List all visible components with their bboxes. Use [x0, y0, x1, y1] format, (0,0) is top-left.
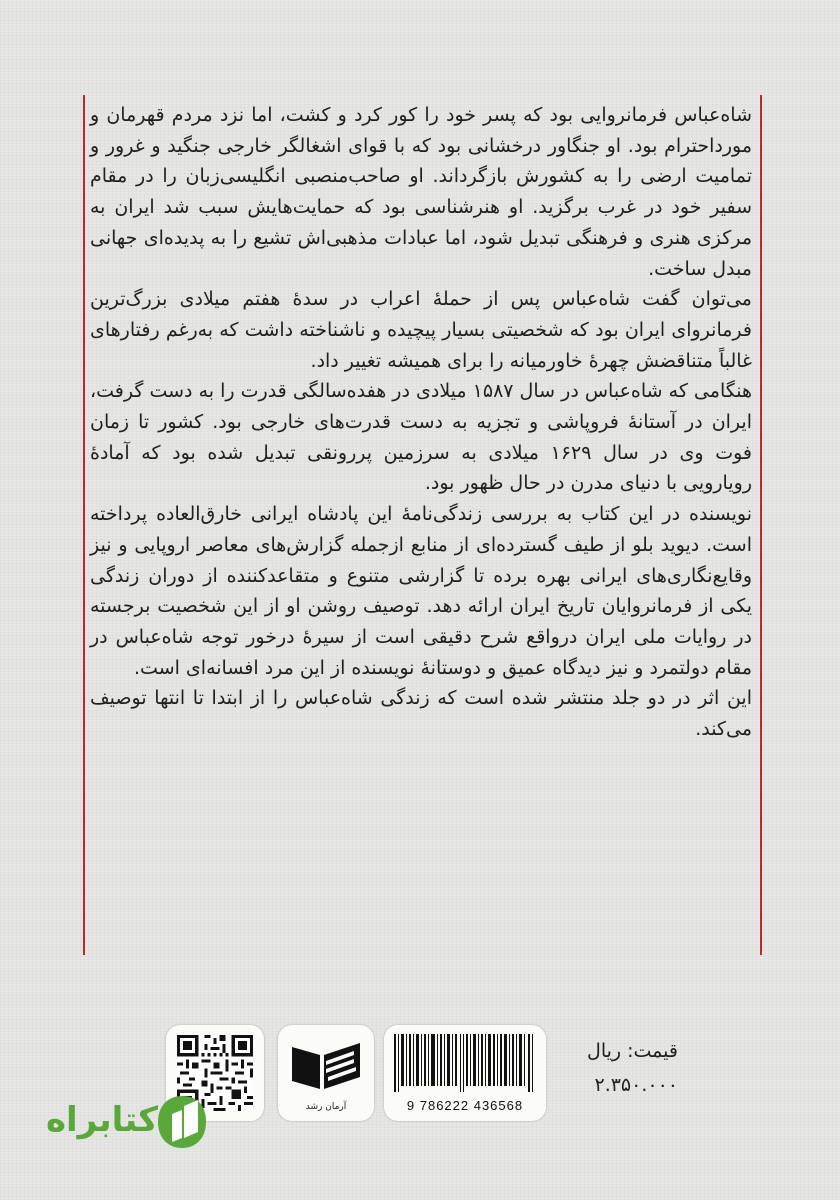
price-label: قیمت: ریال: [587, 1040, 678, 1062]
description-paragraph: شاه‌عباس فرمانروایی بود که پسر خود را کور کرد و کشت، اما نزد مردم قهرمان و مورداحترام بود. او جنگاور درخشانی بود که با قوای اشغالگر خارجی جنگید و غرور و تمامیت ارضی را به کشورش بازگرداند. او صاحب‌منصبی انگلیسی‌زبان را در مقام سفیر خود در غرب برگزید. او هنرشناسی بود که حمایت‌هایش سبب شد ایران به مرکزی هنری و فرهنگی تبدیل شود، اما عبادات مذهبی‌اش تشیع را به پدیده‌ای جهانی مبدل ساخت.: [90, 104, 752, 280]
barcode-panel: [384, 1025, 546, 1121]
isbn-number: 9 786222 436568: [406, 1098, 524, 1113]
right-red-rule: [760, 95, 762, 955]
ketabrah-brand[interactable]: [40, 1092, 210, 1156]
description-paragraph: می‌توان گفت شاه‌عباس پس از حملهٔ اعراب در سدهٔ هفتم میلادی بزرگ‌ترین فرمانروای ایران بود که شخصیتی بسیار پیچیده و ناشناخته داشت که به‌رغم رفتارهای غالباً متناقضش چهرهٔ خاورمیانه را برای همیشه تغییر داد.: [90, 288, 752, 372]
ketabrah-logo-icon: [154, 1092, 210, 1152]
publisher-logo-panel: [278, 1025, 374, 1121]
left-red-rule: [83, 95, 85, 955]
description-paragraph: هنگامی که شاه‌عباس در سال ۱۵۸۷ میلادی در هفده‌سالگی قدرت را به دست گرفت، ایران در آستانهٔ فروپاشی و تجزیه به دست قدرت‌های خارجی بود. کشور تا زمان فوت وی در سال ۱۶۲۹ میلادی به سرزمین پررونقی تبدیل شده بود که آمادهٔ رویارویی با دنیای مدرن در حال ظهور بود.: [90, 380, 753, 495]
barcode-icon: [392, 1034, 538, 1092]
publisher-name: آرمان رشد: [305, 1102, 347, 1112]
back-cover-description: [90, 100, 752, 745]
price-value: ۲.۳۵۰.۰۰۰: [594, 1074, 678, 1096]
brand-name: کتابراه: [45, 1100, 158, 1140]
description-paragraph: این اثر در دو جلد منتشر شده است که زندگی شاه‌عباس را از ابتدا تا انتها توصیف می‌کند.: [90, 687, 752, 741]
description-paragraph: نویسنده در این کتاب به بررسی زندگی‌نامهٔ این پادشاه ایرانی خارق‌العاده پرداخته است. دیوید بلو از طیف گسترده‌ای از منابع ازجمله گزارش‌های معاصر اروپایی و نیز وقایع‌نگاری‌های ایرانی بهره برده تا گزارشی متنوع و متقاعدکننده از دوران زندگی یکی از فرمانروایان تاریخ ایران ارائه دهد. توصیف روشن او از این شخصیت برجسته در روایات ملی ایران درواقع شرح دقیقی است از سیرهٔ درخور توجه شاه‌عباس در مقام دولتمرد و نیز دیدگاه عمیق و دوستانهٔ نویسنده از این مرد افسانه‌ای است.: [90, 503, 752, 679]
publisher-book-logo-icon: [278, 1031, 374, 1101]
